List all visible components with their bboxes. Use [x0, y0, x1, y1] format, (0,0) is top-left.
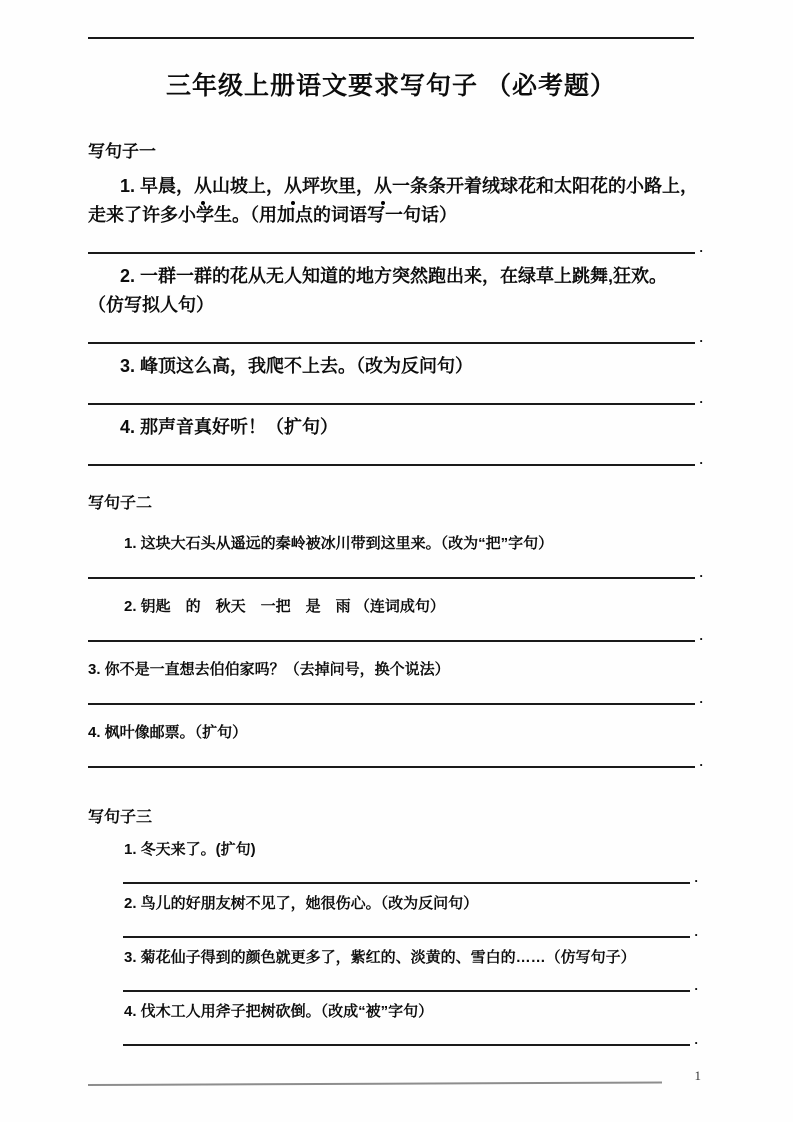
question-item — [88, 352, 701, 405]
text-segment: 2. 鸟儿的好朋友树不见了，她很伤心。（改为反问句） — [124, 895, 479, 912]
blank-end-period: . — [699, 754, 703, 769]
text-segment: （仿写拟人句） — [88, 295, 214, 315]
text-segment: 2. 一群一群的花从无人知道的地方突然跑出来，在绿草上跳舞,狂欢。 — [120, 266, 668, 286]
blank-end-period: . — [694, 924, 698, 939]
text-segment: 3. 峰顶这么高，我爬不上去。（改为反问句） — [120, 356, 474, 376]
text-segment: 3. 你不是一直想去伯伯家吗？（去掉问号，换个说法） — [88, 661, 450, 678]
question-text-line — [88, 201, 701, 230]
question-text-line — [88, 291, 701, 320]
worksheet-section — [88, 806, 701, 1046]
question-item — [88, 532, 701, 579]
question-item — [88, 838, 701, 884]
text-segment: 坪坎里， — [302, 176, 375, 196]
blank-end-period: . — [694, 978, 698, 993]
answer-blank-line[interactable] — [88, 230, 703, 255]
worksheet-section — [88, 140, 701, 466]
emphasized-char: 从 — [194, 172, 212, 201]
text-segment: 1. 冬天来了。(扩句) — [124, 841, 256, 858]
question-text-line — [88, 892, 701, 916]
question-item — [88, 946, 701, 992]
worksheet-section — [88, 492, 701, 768]
text-segment: 1. 这块大石头从遥远的秦岭被冰川带到这里来。（改为“把”字句） — [124, 535, 554, 552]
question-item — [88, 658, 701, 705]
answer-blank-line[interactable] — [123, 970, 698, 993]
answer-blank-line[interactable] — [88, 381, 703, 406]
question-text-line — [88, 838, 701, 862]
answer-blank-line[interactable] — [88, 618, 703, 643]
answer-blank-line[interactable] — [88, 681, 703, 706]
section-heading: 写句子二 — [88, 495, 153, 512]
answer-blank-line[interactable] — [88, 320, 703, 345]
question-text-line — [88, 172, 701, 201]
question-text-line — [88, 595, 701, 618]
footer-rule — [88, 1081, 662, 1086]
blank-end-period: . — [699, 452, 703, 467]
text-segment: 3. 菊花仙子得到的颜色就更多了，紫红的、淡黄的、雪白的……（仿写句子） — [124, 949, 636, 966]
question-text-line — [88, 352, 701, 381]
section-heading: 写句子一 — [88, 142, 156, 161]
page-number: 1 — [694, 1068, 701, 1083]
question-item — [88, 262, 701, 344]
question-item — [88, 595, 701, 642]
page-title: 三年级上册语文要求写句子 （必考题） — [166, 72, 616, 100]
blank-end-period: . — [699, 565, 703, 580]
emphasized-char: 从 — [374, 172, 392, 201]
question-text-line — [88, 532, 701, 555]
blank-end-period: . — [699, 691, 703, 706]
text-segment: 4. 伐木工人用斧子把树砍倒。（改成“被”字句） — [124, 1003, 434, 1020]
text-segment: 4. 那声音真好听！（扩句） — [120, 417, 339, 437]
blank-end-period: . — [694, 870, 698, 885]
question-text-line — [88, 413, 701, 442]
blank-end-period: . — [694, 1032, 698, 1047]
question-item — [88, 413, 701, 466]
text-segment: 走来了许多小学生。（用加点的词语写一句话） — [88, 205, 457, 225]
blank-end-period: . — [699, 628, 703, 643]
question-item — [88, 172, 701, 254]
answer-blank-line[interactable] — [123, 862, 698, 885]
answer-blank-line[interactable] — [123, 916, 698, 939]
question-text-line — [88, 721, 701, 744]
question-text-line — [88, 262, 701, 291]
text-segment: 2. 钥匙 的 秋天 一把 是 雨 （连词成句） — [124, 598, 445, 615]
question-text-line — [88, 658, 701, 681]
header-rule — [88, 37, 694, 39]
blank-end-period: . — [699, 240, 703, 255]
blank-end-period: . — [699, 391, 703, 406]
emphasized-char: 从 — [284, 172, 302, 201]
answer-blank-line[interactable] — [88, 555, 703, 580]
section-heading: 写句子三 — [88, 809, 153, 826]
question-item — [88, 892, 701, 938]
text-segment: 1. 早晨， — [120, 176, 195, 196]
question-item — [88, 1000, 701, 1046]
question-text-line — [88, 946, 701, 970]
answer-blank-line[interactable] — [88, 442, 703, 467]
text-segment: 一条条开着绒球花和太阳花的小路上， — [392, 176, 699, 196]
text-segment: 4. 枫叶像邮票。（扩句） — [88, 724, 248, 741]
blank-end-period: . — [699, 330, 703, 345]
answer-blank-line[interactable] — [123, 1024, 698, 1047]
question-item — [88, 721, 701, 768]
question-text-line — [88, 1000, 701, 1024]
text-segment: 山坡上， — [212, 176, 285, 196]
answer-blank-line[interactable] — [88, 744, 703, 769]
sections-container — [88, 140, 701, 1046]
